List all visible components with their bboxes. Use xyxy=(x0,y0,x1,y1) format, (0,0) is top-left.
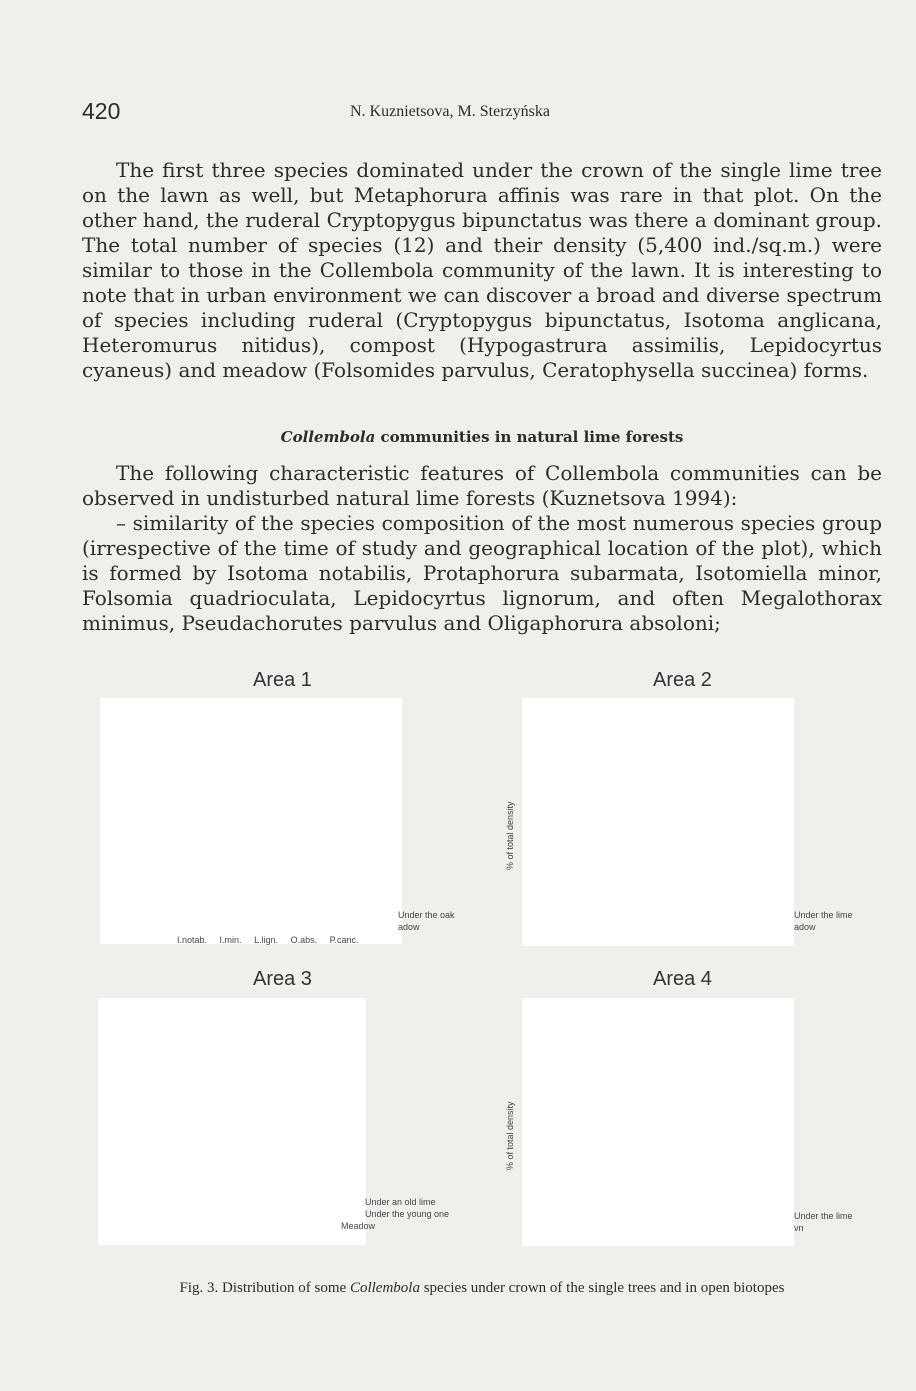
figure-caption xyxy=(82,1280,882,1297)
panel-area-4-legend xyxy=(794,1210,853,1234)
panel-area-1-ticks xyxy=(177,934,369,946)
tick-label: I.notab. xyxy=(177,935,208,945)
legend-entry: adow xyxy=(398,922,420,932)
panel-area-2-title: Area 2 xyxy=(653,669,712,691)
panel-area-1-plot xyxy=(100,698,402,944)
page-number: 420 xyxy=(82,98,121,124)
panel-area-3-legend xyxy=(335,1196,449,1232)
caption-suffix: species under crown of the single trees and in open biotopes xyxy=(419,1280,785,1296)
paragraph-1: The first three species dominated under the crown of the single lime tree on the lawn as well, but Metaphorura affinis was rare in that plot. On the other hand, the ruderal Cryptopygus bipunctatus was there a dominant group. The total number of species (12) and their density (5,400 ind./sq.m.) were similar to those in the Collembola community of the lawn. It is interesting to note that in urban environment we can discover a broad and diverse spectrum of species including ruderal (Cryptopygus bipunctatus, Isotoma anglicana, Heteromurus nitidus), compost (Hypogastrura assimilis, Lepidocyrtus cyaneus) and meadow (Folsomides parvulus, Ceratophysella succinea) forms. xyxy=(82,158,882,382)
page-header xyxy=(82,98,882,128)
panel-area-4-ylabel: % of total density xyxy=(505,1101,515,1170)
section-heading xyxy=(82,428,882,446)
legend-entry: Under the lime xyxy=(794,1211,853,1221)
panel-area-3-title: Area 3 xyxy=(253,968,312,990)
tick-label: L.lign. xyxy=(254,935,279,945)
tick-label: I.min. xyxy=(219,935,242,945)
panel-area-1-title: Area 1 xyxy=(253,669,312,691)
legend-entry: vn xyxy=(794,1223,804,1233)
panel-area-2-plot xyxy=(522,698,794,946)
section-heading-italic: Collembola xyxy=(280,428,376,446)
tick-label: P.canc. xyxy=(329,935,359,945)
legend-entry: Under the oak xyxy=(398,910,455,920)
legend-entry: Under the lime xyxy=(794,910,853,920)
legend-entry: adow xyxy=(794,922,816,932)
paragraph-3: – similarity of the species composition of the most numerous species group (irrespective of the time of study and geographical location of the plot), which is formed by Isotoma notabilis, Protaphorura subarmata, Isotomiella minor, Folsomia quadrioculata, Lepidocyrtus lignorum, and often Megalothorax minimus, Pseudachorutes parvulus and Oligaphorura absoloni; xyxy=(82,511,882,635)
section-heading-rest: communities in natural lime forests xyxy=(375,428,684,446)
paragraph-2: The following characteristic features of Collembola communities can be observed in undisturbed natural lime forests (Kuznetsova 1994): xyxy=(82,461,882,510)
running-head: N. Kuznietsova, M. Sterzyńska xyxy=(350,103,550,120)
caption-italic: Collembola xyxy=(349,1280,420,1296)
panel-area-4-plot xyxy=(522,998,794,1246)
panel-area-2-ylabel: % of total density xyxy=(505,801,515,870)
legend-entry: Under the young one xyxy=(365,1209,450,1219)
tick-label: O.abs. xyxy=(290,935,318,945)
legend-entry: Under an old lime xyxy=(365,1197,436,1207)
caption-prefix: Fig. 3. Distribution of some xyxy=(179,1280,350,1296)
panel-area-1-legend xyxy=(398,909,455,933)
panel-area-4-title: Area 4 xyxy=(653,968,712,990)
panel-area-3-plot xyxy=(98,998,366,1245)
panel-area-2-legend xyxy=(794,909,853,933)
legend-entry: Meadow xyxy=(341,1221,376,1231)
